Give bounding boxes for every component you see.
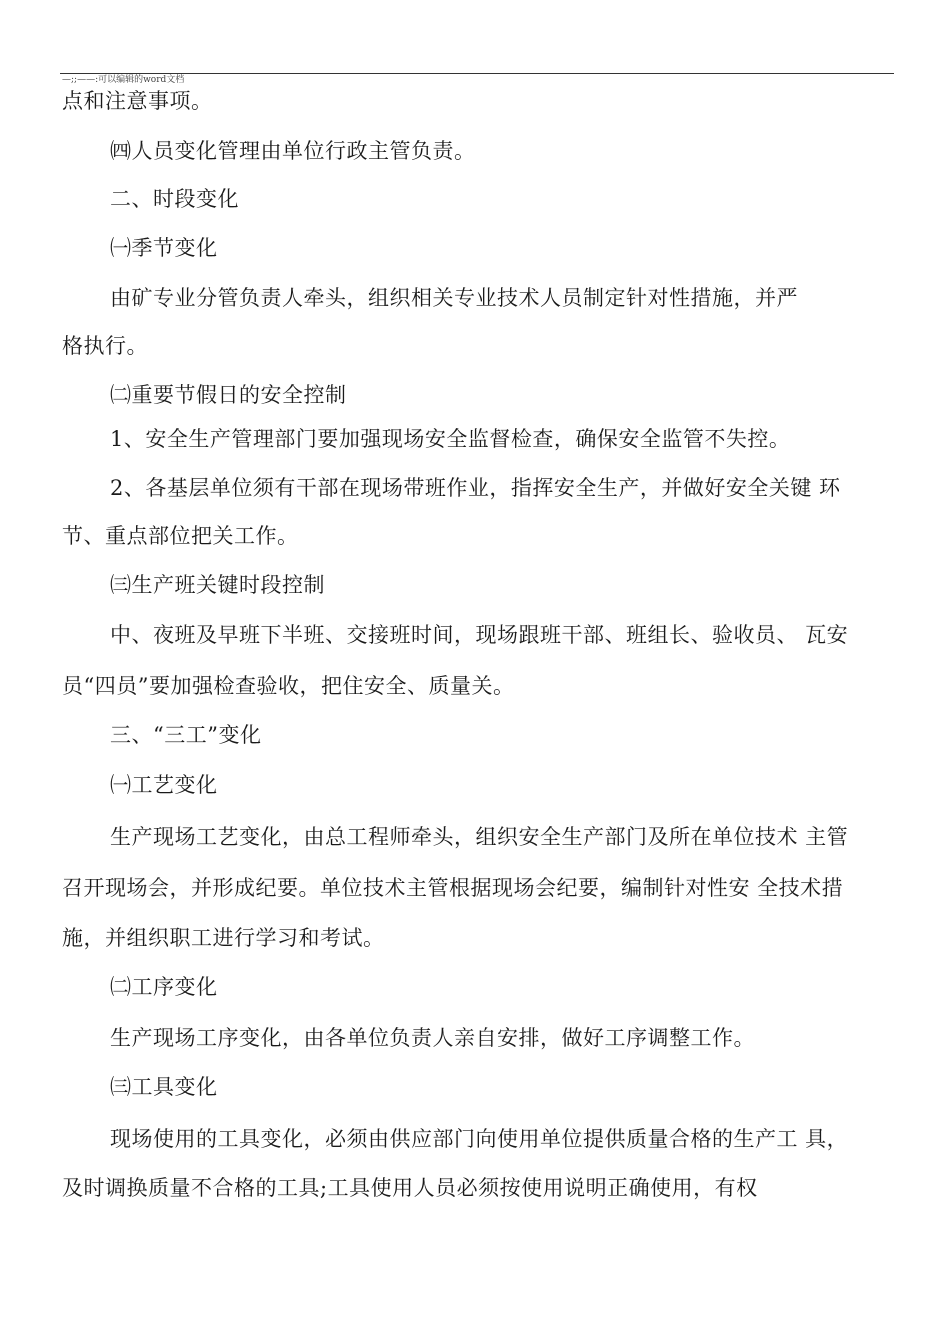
subsection-heading: ㈠季节变化 <box>110 236 218 260</box>
paragraph-line: 格执行。 <box>62 334 148 358</box>
header-rule <box>60 73 894 74</box>
header-note: —;;——:可以编辑的word文档 <box>62 75 185 85</box>
subsection-heading: ㈢工具变化 <box>110 1075 218 1099</box>
paragraph-line: 2、各基层单位须有干部在现场带班作业，指挥安全生产，并做好安全关键 环 <box>110 476 841 500</box>
paragraph-line: 及时调换质量不合格的工具;工具使用人员必须按使用说明正确使用，有权 <box>62 1176 758 1200</box>
subsection-heading: ㈠工艺变化 <box>110 773 218 797</box>
section-heading: 三、“三工”变化 <box>110 723 262 747</box>
paragraph-line: ㈣人员变化管理由单位行政主管负责。 <box>110 139 476 163</box>
paragraph-line: 员“四员”要加强检查验收，把住安全、质量关。 <box>62 674 515 698</box>
subsection-heading: ㈡工序变化 <box>110 975 218 999</box>
subsection-heading: ㈢生产班关键时段控制 <box>110 573 325 597</box>
paragraph-line: 现场使用的工具变化，必须由供应部门向使用单位提供质量合格的生产工 具， <box>110 1127 849 1151</box>
paragraph-line: 施，并组织职工进行学习和考试。 <box>62 926 385 950</box>
paragraph-line: 1、安全生产管理部门要加强现场安全监督检查，确保安全监管不失控。 <box>110 427 791 451</box>
paragraph-line: 生产现场工艺变化，由总工程师牵头，组织安全生产部门及所在单位技术 主管 <box>110 825 849 849</box>
paragraph-line: 点和注意事项。 <box>62 89 213 113</box>
paragraph-line: 中、夜班及早班下半班、交接班时间，现场跟班干部、班组长、验收员、 瓦安 <box>110 623 849 647</box>
section-heading: 二、时段变化 <box>110 187 239 211</box>
paragraph-line: 生产现场工序变化，由各单位负责人亲自安排，做好工序调整工作。 <box>110 1026 755 1050</box>
subsection-heading: ㈡重要节假日的安全控制 <box>110 383 347 407</box>
paragraph-line: 召开现场会，并形成纪要。单位技术主管根据现场会纪要，编制针对性安 全技术措 <box>62 876 844 900</box>
paragraph-line: 由矿专业分管负责人牵头，组织相关专业技术人员制定针对性措施，并严 <box>110 286 798 310</box>
paragraph-line: 节、重点部位把关工作。 <box>62 524 299 548</box>
